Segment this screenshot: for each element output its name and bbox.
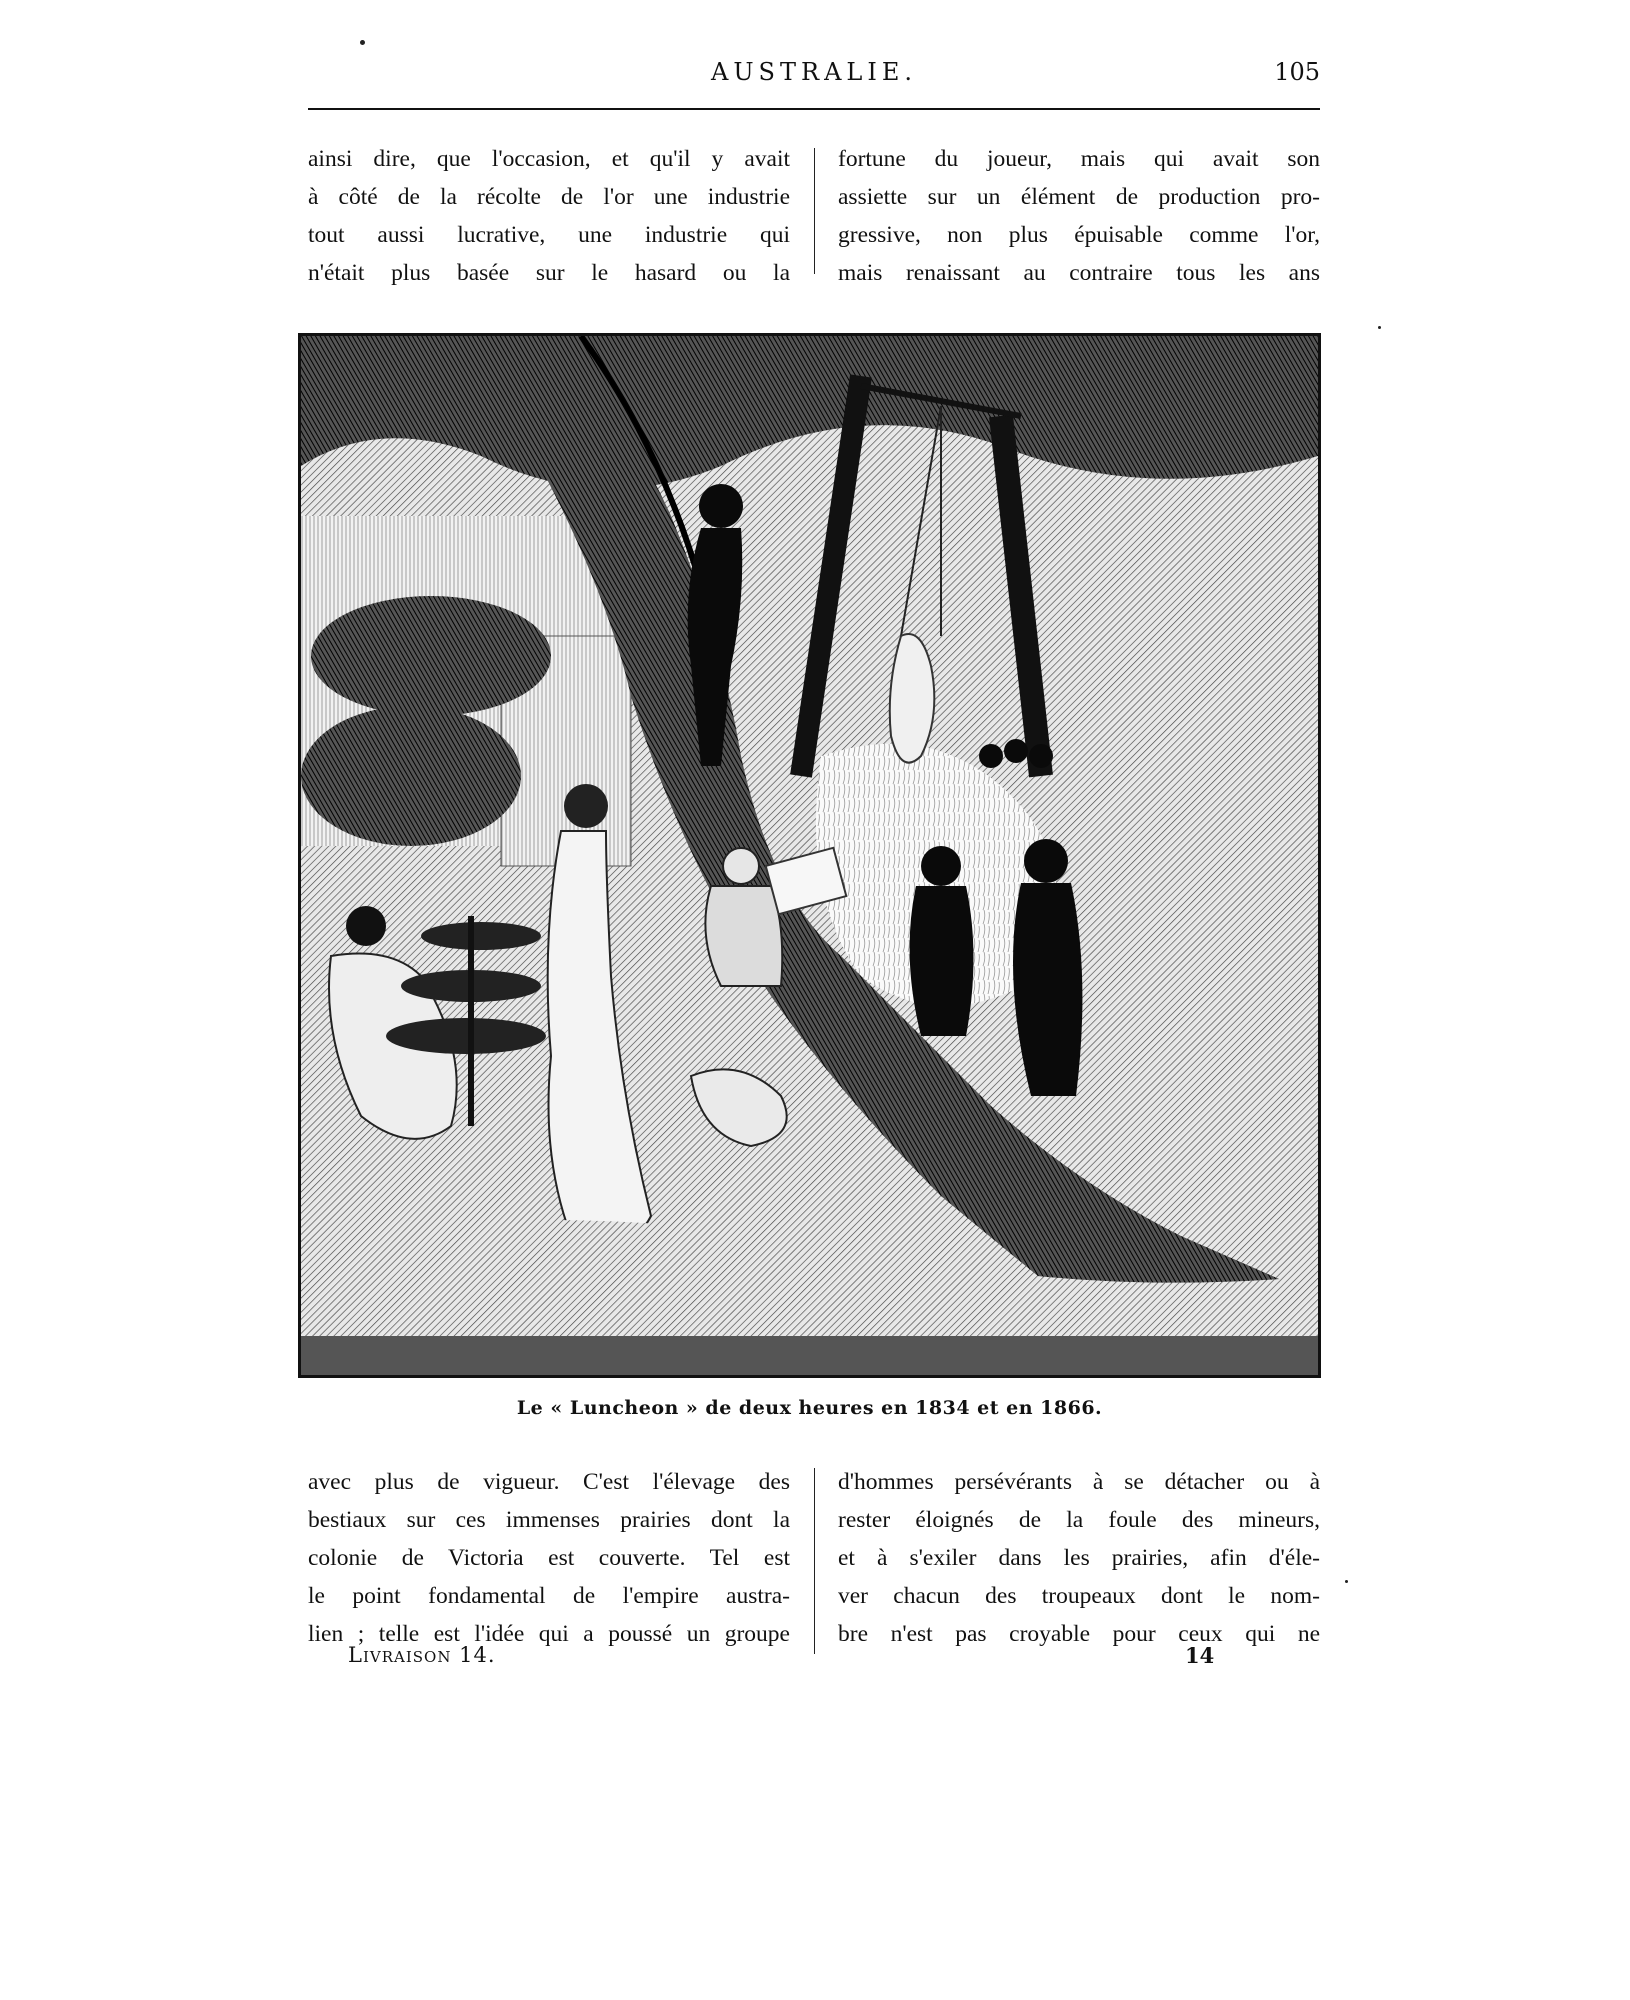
text-line: ver chacun des troupeaux dont le nom-: [838, 1583, 1320, 1609]
signature-mark: Livraison 14.: [348, 1643, 496, 1667]
text-line: d'hommes persévérants à se détacher ou à: [838, 1469, 1320, 1495]
engraving-illustration: [298, 333, 1321, 1378]
header-rule: [308, 108, 1320, 110]
page-number: 105: [1274, 58, 1320, 86]
top-left-column: [308, 140, 790, 292]
text-line: bre n'est pas croyable pour ceux qui ne: [838, 1621, 1320, 1647]
text-line: le point fondamental de l'empire austra-: [308, 1583, 790, 1609]
background-trees: [311, 596, 551, 716]
running-head: [308, 58, 1320, 92]
text-line: et à s'exiler dans les prairies, afin d'éle-: [838, 1545, 1320, 1571]
signature-number: 14: [1185, 1643, 1215, 1668]
text-line: assiette sur un élément de production pro-: [838, 184, 1320, 210]
text-line: bestiaux sur ces immenses prairies dont la: [308, 1507, 790, 1533]
text-line: colonie de Victoria est couverte. Tel est: [308, 1545, 790, 1571]
text-line: fortune du joueur, mais qui avait son: [838, 146, 1320, 172]
bottom-left-column: [308, 1463, 790, 1653]
text-line: mais renaissant au contraire tous les ans: [838, 260, 1320, 286]
text-line: tout aussi lucrative, une industrie qui: [308, 222, 790, 248]
figure-caption: Le « Luncheon » de deux heures en 1834 et en 1866.: [516, 1397, 1103, 1419]
bottom-right-column: [838, 1463, 1320, 1653]
text-line: lien ; telle est l'idée qui a poussé un groupe: [308, 1621, 790, 1647]
print-speck: [1345, 1580, 1348, 1583]
print-speck: [360, 40, 365, 45]
column-divider-top: [814, 148, 815, 274]
text-line: rester éloignés de la foule des mineurs,: [838, 1507, 1320, 1533]
column-divider-bottom: [814, 1468, 815, 1654]
text-line: avec plus de vigueur. C'est l'élevage des: [308, 1469, 790, 1495]
text-line: à côté de la récolte de l'or une industrie: [308, 184, 790, 210]
top-right-column: [838, 140, 1320, 292]
print-speck: [1378, 326, 1381, 329]
text-line: n'était plus basée sur le hasard ou la: [308, 260, 790, 286]
text-line: gressive, non plus épuisable comme l'or,: [838, 222, 1320, 248]
running-title: AUSTRALIE.: [711, 58, 917, 86]
text-line: ainsi dire, que l'occasion, et qu'il y avait: [308, 146, 790, 172]
